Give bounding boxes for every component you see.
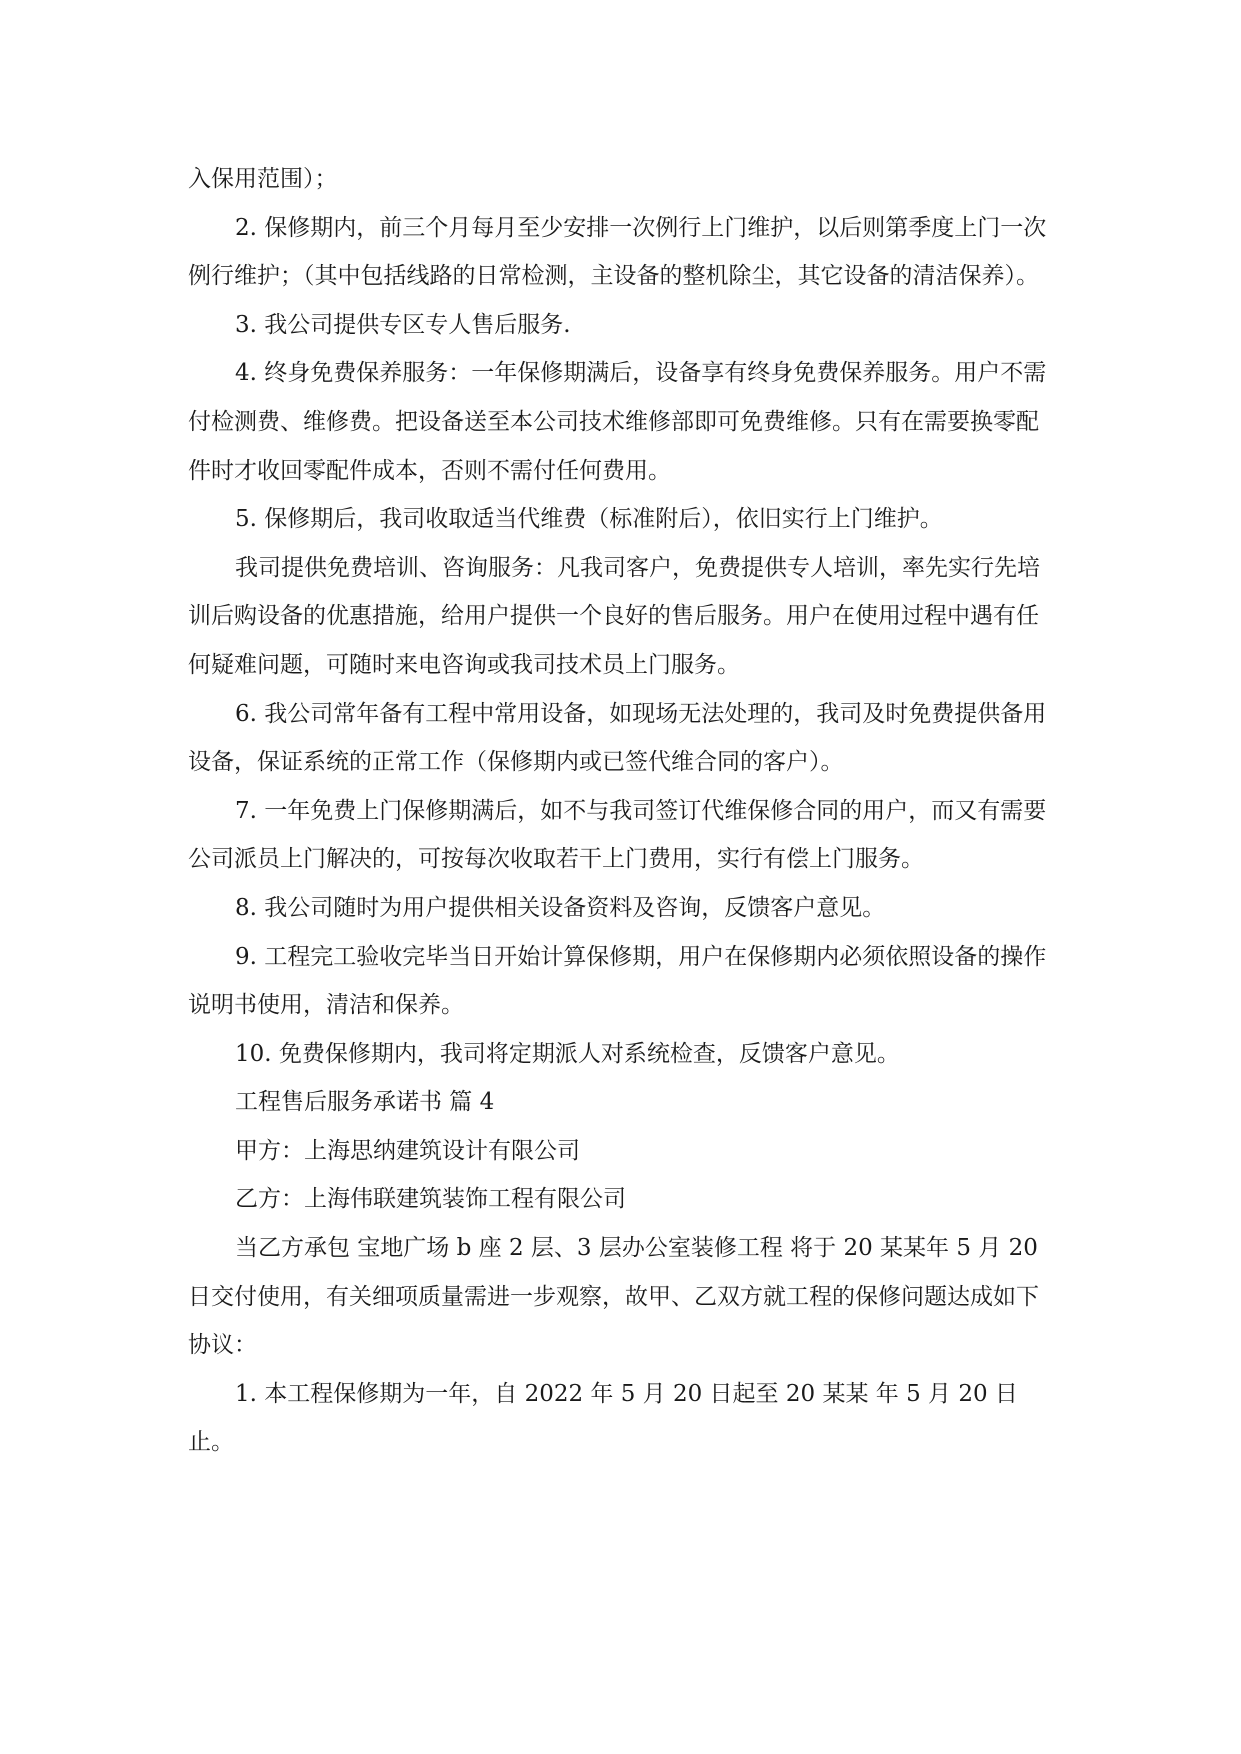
paragraph: 当乙方承包 宝地广场 b 座 2 层、3 层办公室装修工程 将于 20 某某年 5 月 20 日交付使用，有关细项质量需进一步观察，故甲、乙双方就工程的保修问题达成如下协议： — [188, 1235, 1039, 1359]
paragraph: 2. 保修期内，前三个月每月至少安排一次例行上门维护，以后则第季度上门一次例行维护；（其中包括线路的日常检测，主设备的整机除尘，其它设备的清洁保养）。 — [188, 214, 1047, 290]
paragraph: 9. 工程完工验收完毕当日开始计算保修期，用户在保修期内必须依照设备的操作说明书使用，清洁和保养。 — [188, 943, 1047, 1019]
paragraph: 我司提供免费培训、咨询服务：凡我司客户，免费提供专人培训，率先实行先培训后购设备的优惠措施，给用户提供一个良好的售后服务。用户在使用过程中遇有任何疑难问题，可随时来电咨询或我司技术员上门服务。 — [188, 554, 1040, 678]
paragraph: 10. 免费保修期内，我司将定期派人对系统检查，反馈客户意见。 — [235, 1040, 900, 1067]
section-heading: 工程售后服务承诺书 篇 4 — [235, 1089, 495, 1116]
paragraph: 6. 我公司常年备有工程中常用设备，如现场无法处理的，我司及时免费提供备用设备，保证系统的正常工作（保修期内或已签代维合同的客户）。 — [188, 700, 1047, 776]
paragraph: 5. 保修期后，我司收取适当代维费（标准附后），依旧实行上门维护。 — [235, 506, 943, 533]
party-a-line: 甲方：上海思纳建筑设计有限公司 — [235, 1137, 580, 1164]
paragraph: 3. 我公司提供专区专人售后服务. — [235, 311, 571, 338]
paragraph: 7. 一年免费上门保修期满后，如不与我司签订代维保修合同的用户，而又有需要公司派员上门解决的，可按每次收取若干上门费用，实行有偿上门服务。 — [188, 797, 1047, 873]
paragraph: 4. 终身免费保养服务：一年保修期满后，设备享有终身免费保养服务。用户不需付检测费、维修费。把设备送至本公司技术维修部即可免费维修。只有在需要换零配件时才收回零配件成本，否则不需付任何费用。 — [188, 360, 1047, 484]
paragraph: 8. 我公司随时为用户提供相关设备资料及咨询，反馈客户意见。 — [235, 894, 886, 921]
document-body — [188, 155, 1051, 1467]
paragraph: 1. 本工程保修期为一年，自 2022 年 5 月 20 日起至 20 某某 年 5 月 20 日止。 — [188, 1380, 1018, 1456]
party-b-line: 乙方：上海伟联建筑装饰工程有限公司 — [235, 1186, 626, 1213]
paragraph: 入保用范围）； — [188, 166, 338, 192]
